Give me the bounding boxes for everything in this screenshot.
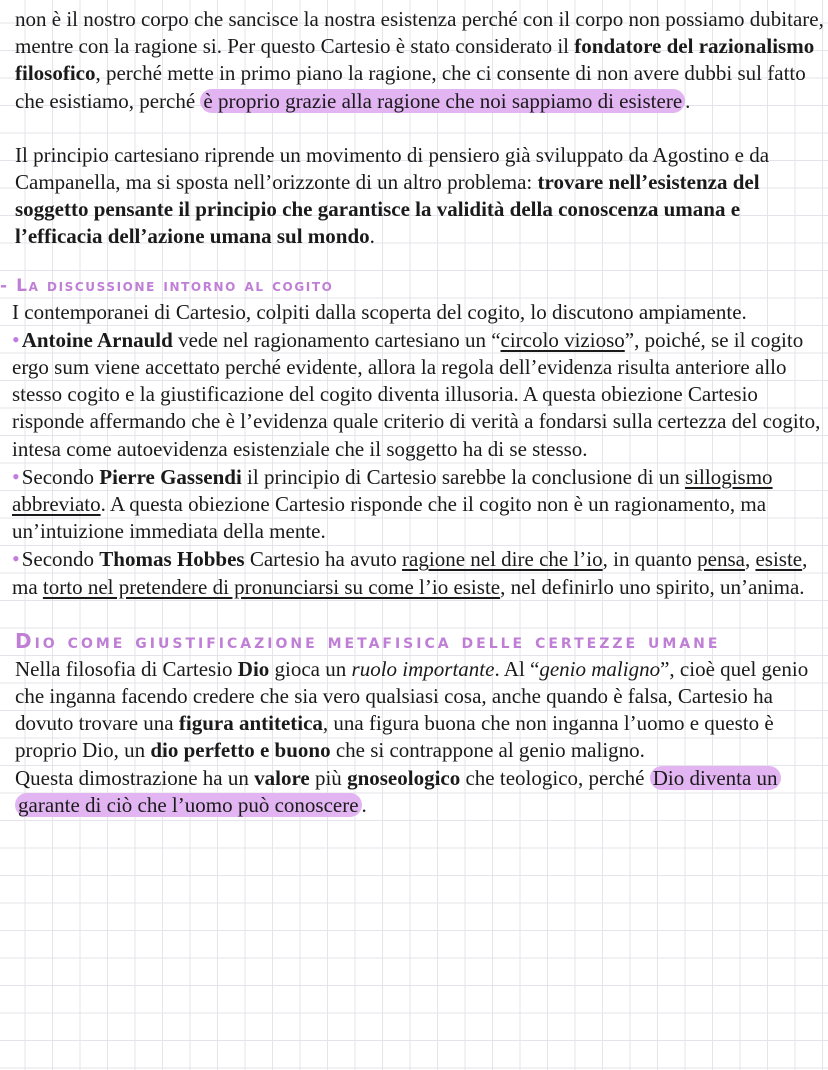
section-heading-cogito: - La discussione intorno al cogito bbox=[0, 275, 334, 296]
notes-page bbox=[0, 6, 828, 819]
bullet-icon: • bbox=[12, 546, 20, 572]
bullet-gassendi: •Secondo Pierre Gassendi il principio di Cartesio sarebbe la conclusione di un sillogismo abbreviato. A questa obiezione Cartesio risponde che il cogito non è un ragionamento, ma un’intuizione immediata della mente. bbox=[12, 463, 773, 544]
bullet-icon: • bbox=[12, 463, 20, 489]
bold-term: trovare nell’esistenza del soggetto pensante il principio che garantisce la validità della conoscenza umana e l’efficacia dell’azione umana sul mondo bbox=[15, 170, 760, 249]
bullet-arnauld: •Antoine Arnauld vede nel ragionamento cartesiano un “circolo vizioso”, poiché, se il cogito ergo sum viene accettato perché evidente, allora la regola dell’evidenza risulta anteriore allo stesso cogito e la giustificazione del cogito diventa illusoria. A questa obiezione Cartesio risponde affermando che è l’evidenza quale criterio di verità a fondarsi sulla certezza del cogito, intesa come autoevidenza esistenziale che il soggetto ha di se stesso. bbox=[12, 326, 821, 461]
bullet-hobbes: •Secondo Thomas Hobbes Cartesio ha avuto ragione nel dire che l’io, in quanto pensa, esiste, ma torto nel pretendere di pronunciarsi su come l’io esiste, nel definirlo uno spirito, un’anima. bbox=[12, 546, 808, 599]
bold-term: fondatore del razionalismo filosofico bbox=[15, 34, 815, 86]
section2-paragraph-2: Questa dimostrazione ha un valore più gnoseologico che teologico, perché Dio diventa un garante di ciò che l’uomo può conoscere . bbox=[15, 765, 828, 819]
intro-paragraph-1: non è il nostro corpo che sancisce la nostra esistenza perché con il corpo non possiamo dubitare, mentre con la ragione si. Per questo Cartesio è stato considerato il fondatore del razionalismo filosofico, perché mette in primo piano la ragione, che ci consente di non avere dubbi sul fatto che esistiamo, perché è proprio grazie alla ragione che noi sappiamo di esistere . bbox=[15, 7, 824, 113]
highlight: è proprio grazie alla ragione che noi sappiamo di esistere bbox=[200, 89, 685, 113]
section2-paragraph-1: Nella filosofia di Cartesio Dio gioca un ruolo importante. Al “genio maligno”, cioè quel genio che inganna facendo credere che sia vero qualsiasi cosa, anche quando è falsa, Cartesio ha dovuto trovare una figura antitetica, una figura buona che non inganna l’uomo e questo è proprio Dio, un dio perfetto e buono che si contrappone al genio maligno. bbox=[15, 656, 809, 763]
section1-intro: I contemporanei di Cartesio, colpiti dalla scoperta del cogito, lo discutono ampiamente. bbox=[12, 299, 747, 324]
highlight: Dio diventa un garante di ciò che l’uomo può conoscere bbox=[15, 766, 781, 817]
intro-paragraph-2: Il principio cartesiano riprende un movimento di pensiero già sviluppato da Agostino e da Campanella, ma si sposta nell’orizzonte di un altro problema: trovare nell’esistenza del soggetto pensante il principio che garantisce la validità della conoscenza umana e l’efficacia dell’azione umana sul mondo. bbox=[15, 142, 770, 249]
section-heading-dio: Dio come giustificazione metafisica delle certezze umane bbox=[15, 628, 721, 653]
bullet-icon: • bbox=[12, 326, 20, 352]
